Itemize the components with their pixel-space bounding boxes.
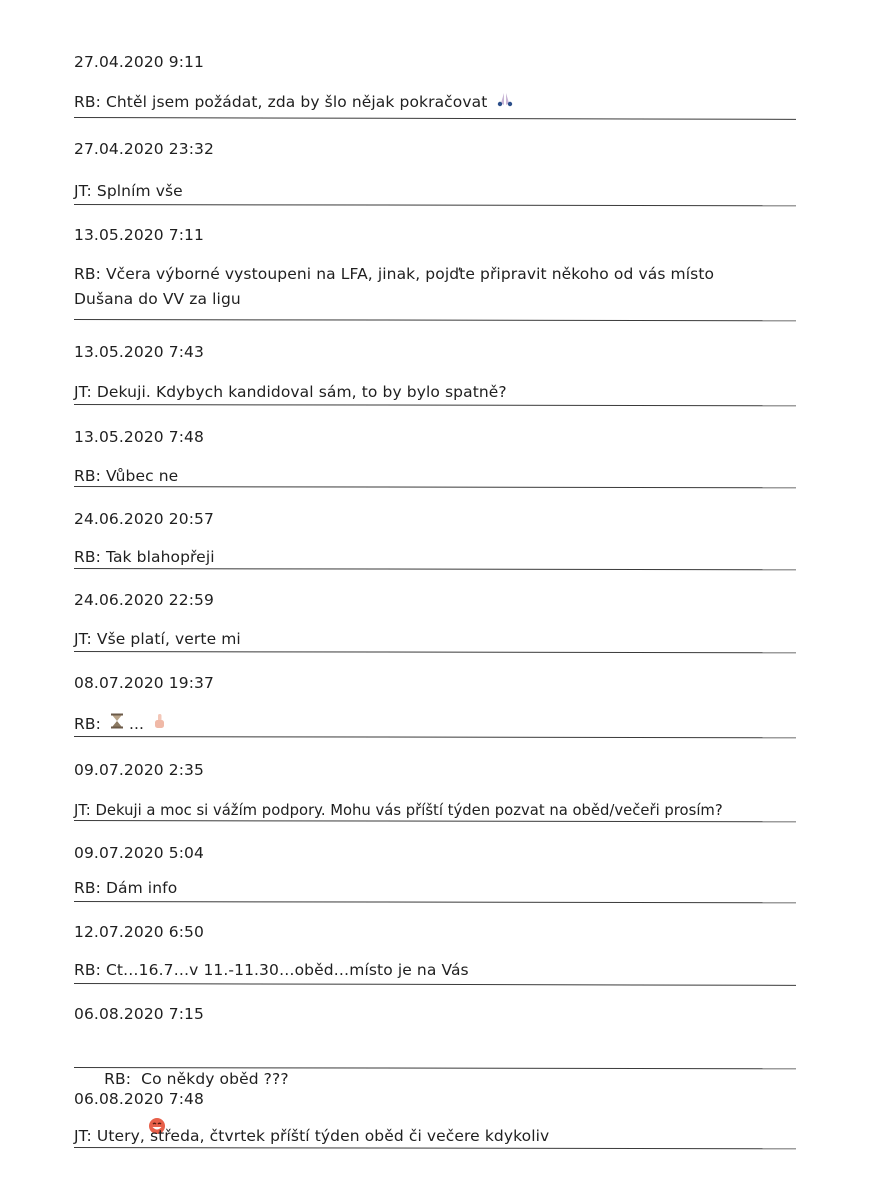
message-text-line — [74, 262, 774, 312]
message-text-after: ... — [129, 715, 145, 733]
message-text: RB: Dám info — [74, 879, 178, 897]
message-timestamp: 06.08.2020 7:48 — [74, 1090, 204, 1108]
message-text: JT: Dekuji a moc si vážím podpory. Mohu vás příští týden pozvat na oběd/večeři prosím? — [74, 802, 723, 819]
message-text-line — [74, 712, 774, 737]
message-text-line — [74, 380, 774, 405]
message-text-line — [74, 1124, 774, 1149]
message-text: RB: Včera výborné vystoupeni na LFA, jinak, pojďte připravit někoho od vás místo Dušana do VV za ligu — [74, 265, 715, 308]
message-timestamp: 12.07.2020 6:50 — [74, 923, 204, 941]
message-timestamp: 13.05.2020 7:11 — [74, 226, 204, 244]
separator-line — [74, 204, 796, 206]
message-text-line — [74, 90, 774, 115]
separator-line — [74, 983, 796, 986]
separator-line — [74, 901, 796, 903]
message-text-line — [74, 876, 774, 901]
message-text-line — [74, 958, 774, 983]
separator-line — [74, 319, 796, 321]
message-timestamp: 06.08.2020 7:15 — [74, 1005, 204, 1023]
message-text: JT: Splním vše — [74, 182, 183, 200]
message-timestamp: 09.07.2020 2:35 — [74, 761, 204, 779]
message-timestamp: 27.04.2020 23:32 — [74, 140, 214, 158]
separator-line — [74, 117, 796, 120]
hourglass-icon — [110, 712, 124, 737]
message-text-line — [74, 1042, 774, 1193]
message-text: RB: Chtěl jsem požádat, zda by šlo nějak pokračovat — [74, 93, 488, 111]
message-text: RB: Vůbec ne — [74, 467, 179, 485]
message-timestamp: 24.06.2020 20:57 — [74, 510, 214, 528]
message-timestamp: 24.06.2020 22:59 — [74, 591, 214, 609]
separator-line — [74, 736, 796, 738]
message-text: RB: Co někdy oběd ??? — [104, 1070, 289, 1088]
praying-hands-icon — [496, 90, 514, 115]
message-text-line — [74, 627, 774, 652]
message-text: JT: Dekuji. Kdybych kandidoval sám, to by bylo spatně? — [74, 383, 507, 401]
message-text: RB: — [74, 715, 101, 733]
message-timestamp: 13.05.2020 7:48 — [74, 428, 204, 446]
message-timestamp: 09.07.2020 5:04 — [74, 844, 204, 862]
thumbs-up-icon — [153, 712, 167, 737]
message-text: JT: Vše platí, verte mi — [74, 630, 241, 648]
message-text: JT: Utery, středa, čtvrtek příští týden oběd či večere kdykoliv — [74, 1127, 550, 1145]
message-timestamp: 08.07.2020 19:37 — [74, 674, 214, 692]
message-text: RB: Ct…16.7…v 11.-11.30…oběd…místo je na Vás — [74, 961, 469, 979]
separator-line — [74, 404, 796, 406]
message-text: RB: Tak blahopřeji — [74, 548, 215, 566]
message-timestamp: 27.04.2020 9:11 — [74, 53, 204, 71]
separator-line — [74, 651, 796, 653]
message-text-line — [74, 179, 774, 204]
message-timestamp: 13.05.2020 7:43 — [74, 343, 204, 361]
message-text-line — [74, 545, 774, 570]
